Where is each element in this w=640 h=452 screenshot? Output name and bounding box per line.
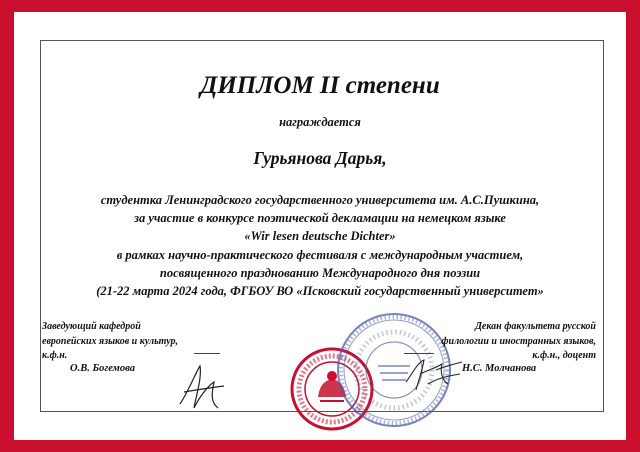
description-line: посвященного празднованию Международного дня поэзии — [159, 265, 481, 280]
right-signature-line — [404, 353, 434, 354]
left-title-line: Заведующий кафедрой — [42, 321, 141, 332]
awarded-label: награждается — [279, 115, 361, 129]
recipient-comma: , — [382, 148, 387, 168]
description-line: в рамках научно-практического фестиваля с международным участием, — [116, 247, 524, 262]
right-title-line: к.ф.н., доцент — [532, 350, 596, 361]
recipient-name: Гурьянова Дарья — [253, 148, 383, 168]
description-line: студентка Ленинградского государственного университета им. А.С.Пушкина, — [100, 193, 540, 207]
left-signature-line — [194, 353, 220, 354]
description-line: «Wir lesen deutsche Dichter» — [244, 229, 396, 244]
right-title-line: филологии и иностранных языков, — [441, 335, 596, 347]
recipient-name-block — [14, 148, 626, 169]
left-title-line: к.ф.н. — [42, 350, 68, 361]
description-line: за участие в конкурсе поэтической декламации на немецком языке — [134, 211, 506, 226]
right-signatory-name: Н.С. Молчанова — [462, 363, 537, 374]
left-title-line: европейских языков и культур, — [42, 335, 179, 347]
right-signatory-title — [386, 320, 596, 364]
right-title-line: Декан факультета русской — [475, 321, 596, 332]
left-signatory-title — [42, 320, 242, 364]
left-signatory-name: О.В. Богемова — [70, 363, 135, 374]
description-line: (21-22 марта 2024 года, ФГБОУ ВО «Псковский государственный университет» — [96, 284, 544, 299]
diploma-page — [14, 12, 626, 440]
award-description — [34, 191, 606, 300]
signature-left — [174, 362, 228, 412]
diploma-title: ДИПЛОМ II степени — [200, 72, 440, 99]
